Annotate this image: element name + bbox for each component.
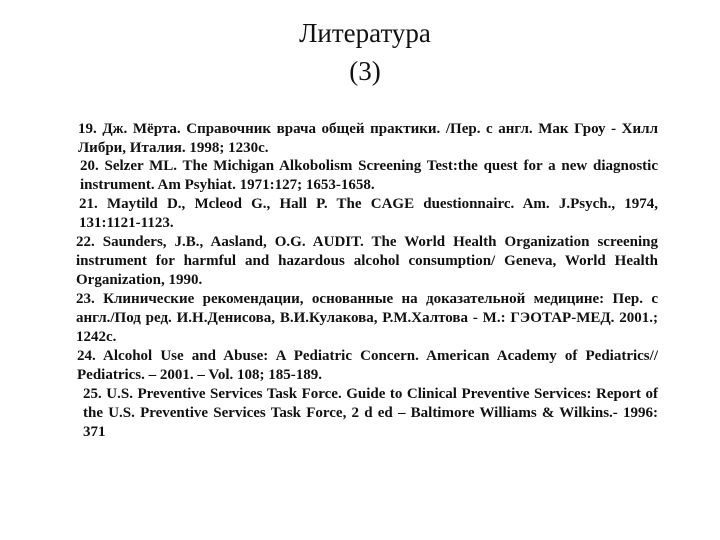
title-line-2: (3) [349, 56, 381, 86]
reference-19 [78, 120, 658, 158]
reference-24 [77, 347, 658, 385]
reference-text: Maytild D., Mcleod G., Hall P. The CAGE duestionnairc. Am. J.Psych., 1974, 131:1121-1123. [79, 196, 659, 231]
reference-number: 20. [80, 158, 99, 174]
reference-text: Alcohol Use and Abuse: A Pediatric Concern. American Academy of Pediatrics// Pediatrics. – 2001. – Vol. 108; 185-189. [77, 348, 658, 383]
reference-20 [80, 157, 658, 195]
reference-25 [83, 385, 658, 442]
slide-title [250, 14, 480, 90]
reference-number: 24. [77, 348, 96, 364]
reference-number: 21. [79, 196, 98, 212]
reference-number: 23. [76, 291, 95, 307]
reference-text: Saunders, J.B., Aasland, O.G. AUDIT. The World Health Organization screening instrument for harmful and hazardous alcohol consumption/ Geneva, World Health Organization, 1990. [76, 234, 658, 288]
reference-23 [76, 290, 658, 347]
reference-text: Дж. Мёрта. Справочник врача общей практики. /Пер. с англ. Мак Гроу - Хилл Либри, Италия. 1998; 1230с. [78, 121, 658, 156]
reference-text: Клинические рекомендации, основанные на доказательной медицине: Пер. с англ./Под ред. И.Н.Денисова, В.И.Кулакова, Р.М.Халтова - М.: ГЭОТАР-МЕД. 2001.; 1242с. [76, 291, 658, 345]
reference-number: 19. [78, 121, 97, 137]
reference-21 [79, 195, 658, 233]
reference-number: 22. [76, 234, 95, 250]
reference-text: Selzer ML. The Michigan Alkobolism Screening Test:the quest for a new diagnostic instrument. Am Psyhiat. 1971:127; 1653-1658. [80, 158, 659, 193]
title-line-1: Литература [299, 18, 431, 48]
reference-text: U.S. Preventive Services Task Force. Guide to Clinical Preventive Services: Report of the U.S. Preventive Services Task Force, 2 d ed – Baltimore Williams & Wilkins.- 1996: 371 [83, 386, 658, 440]
reference-22 [76, 233, 658, 290]
reference-number: 25. [83, 386, 102, 402]
